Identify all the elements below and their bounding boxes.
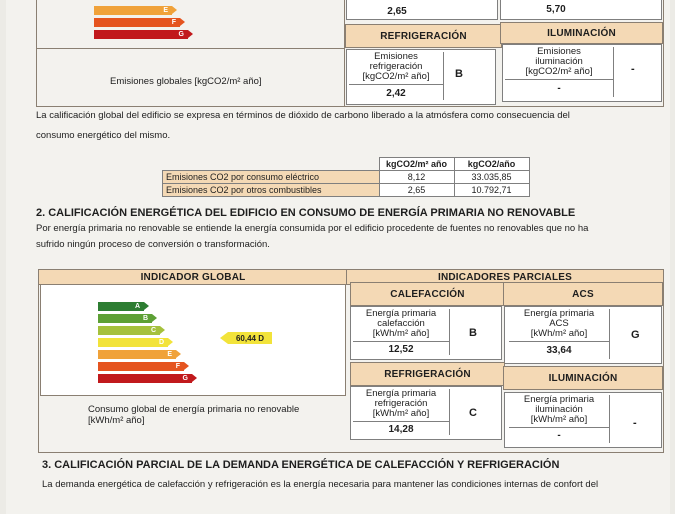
- indicador-global-header: INDICADOR GLOBAL: [38, 269, 348, 285]
- calef-line1: Energía primaria: [365, 308, 437, 319]
- acs-line3: [kWh/m² año]: [530, 328, 588, 339]
- ilum-value: -: [509, 427, 609, 441]
- top-ilum-line3: [kgCO2/m² año]: [525, 66, 593, 77]
- emissions-row-v2: 33.035,85: [454, 171, 529, 184]
- table-row: [163, 184, 530, 197]
- document-page: [6, 0, 670, 514]
- refrig-line1: Energía primaria: [365, 388, 437, 399]
- acs-box: [504, 306, 662, 364]
- acs-line2: ACS: [549, 318, 569, 329]
- refrig-letter: C: [469, 407, 477, 419]
- top-refrigeracion-header: REFRIGERACIÓN: [345, 24, 502, 48]
- emissions-table: [162, 157, 530, 197]
- top-bar-f: F: [94, 18, 180, 27]
- ilum-line2: iluminación: [535, 404, 583, 415]
- consumo-global-line1: Consumo global de energía primaria no renovable: [88, 404, 300, 415]
- iluminacion-header: ILUMINACIÓN: [503, 366, 663, 390]
- refrig-line2: refrigeración: [374, 398, 428, 409]
- top-bar-g: G: [94, 30, 188, 39]
- bar-d: D: [98, 338, 168, 347]
- emissions-row-v2: 10.792,71: [454, 184, 529, 197]
- acs-letter: G: [631, 329, 640, 341]
- bar-a: A: [98, 302, 144, 311]
- top-ilum-letter: -: [631, 63, 635, 75]
- emissions-col-per-year: kgCO2/año: [454, 158, 529, 171]
- top-refrig-line1: Emisiones: [374, 51, 418, 62]
- acs-header: ACS: [503, 282, 663, 306]
- bar-b: B: [98, 314, 152, 323]
- refrigeracion-header: REFRIGERACIÓN: [350, 362, 505, 386]
- section2-line1: Por energía primaria no renovable se entiende la energía consumida por el edificio procedente de fuentes no renovables que no ha: [36, 223, 589, 234]
- bar-e: E: [98, 350, 176, 359]
- top-ilum-line2: iluminación: [535, 56, 583, 67]
- section2-line2: sufrido ningún proceso de conversión o transformación.: [36, 239, 270, 250]
- top-refrig-value: 2,42: [349, 84, 443, 99]
- top-acs-box: [500, 0, 662, 20]
- calef-line2: calefacción: [377, 318, 425, 329]
- rating-value: 60,44 D: [235, 333, 265, 343]
- emissions-col-per-m2: kgCO2/m² año: [379, 158, 454, 171]
- top-ilum-box: [502, 44, 662, 102]
- refrig-box: [350, 386, 502, 440]
- refrig-value: 14,28: [353, 421, 449, 435]
- rating-marker: [228, 332, 272, 344]
- section3-title: 3. CALIFICACIÓN PARCIAL DE LA DEMANDA ENERGÉTICA DE CALEFACCIÓN Y REFRIGERACIÓN: [42, 459, 560, 471]
- calefaccion-header: CALEFACCIÓN: [350, 282, 505, 306]
- top-left-divider: [36, 48, 344, 49]
- bar-g: G: [98, 374, 192, 383]
- top-refrig-box: [346, 49, 496, 105]
- top-refrig-line3: [kgCO2/m² año]: [362, 71, 430, 82]
- top-ilum-line1: Emisiones: [537, 46, 581, 57]
- emissions-table-blank: [163, 158, 380, 171]
- consumo-global-line2: [kWh/m² año]: [88, 415, 145, 426]
- top-panel-divider: [344, 0, 345, 106]
- top-refrig-letter: B: [455, 68, 463, 80]
- emissions-row-v1: 2,65: [379, 184, 454, 197]
- indicadores-parciales-header: INDICADORES PARCIALES: [346, 269, 664, 285]
- acs-value: 33,64: [509, 341, 609, 356]
- bar-c: C: [98, 326, 160, 335]
- top-calef-value: 2,65: [387, 6, 407, 17]
- table-row: [163, 171, 530, 184]
- ilum-line1: Energía primaria: [523, 394, 595, 405]
- acs-line1: Energía primaria: [523, 308, 595, 319]
- bar-f: F: [98, 362, 184, 371]
- top-refrig-line2: refrigeración: [369, 61, 423, 72]
- ilum-letter: -: [633, 417, 637, 429]
- top-ilum-value: -: [505, 79, 613, 94]
- section2-title: 2. CALIFICACIÓN ENERGÉTICA DEL EDIFICIO EN CONSUMO DE ENERGÍA PRIMARIA NO RENOVABLE: [36, 207, 576, 219]
- ilum-line3: [kWh/m² año]: [530, 414, 588, 425]
- calef-letter: B: [469, 327, 477, 339]
- para1: [36, 109, 666, 143]
- consumo-global-label: [88, 404, 299, 426]
- calef-line3: [kWh/m² año]: [372, 328, 430, 339]
- top-calef-box: [346, 0, 498, 20]
- top-iluminacion-header: ILUMINACIÓN: [500, 22, 663, 44]
- calef-value: 12,52: [353, 341, 449, 355]
- calef-box: [350, 306, 502, 360]
- ilum-box: [504, 392, 662, 448]
- top-acs-value: 5,70: [546, 4, 566, 15]
- emisiones-globales-label: Emisiones globales [kgCO2/m² año]: [110, 76, 262, 87]
- para1-line1: La calificación global del edificio se expresa en términos de dióxido de carbono liberado a la atmósfera como consecuencia del: [36, 110, 570, 121]
- para1-line2: consumo energético del mismo.: [36, 130, 171, 141]
- top-bar-e: E: [94, 6, 172, 15]
- section3-line1: La demanda energética de calefacción y refrigeración es la energía necesaria para mantener las condiciones internas de confort del: [42, 479, 599, 490]
- emissions-row-label: Emisiones CO2 por otros combustibles: [163, 184, 380, 197]
- emissions-row-label: Emisiones CO2 por consumo eléctrico: [163, 171, 380, 184]
- refrig-line3: [kWh/m² año]: [372, 408, 430, 419]
- rating-marker-arrow: [220, 332, 228, 344]
- emissions-row-v1: 8,12: [379, 171, 454, 184]
- section2-text: [36, 222, 666, 252]
